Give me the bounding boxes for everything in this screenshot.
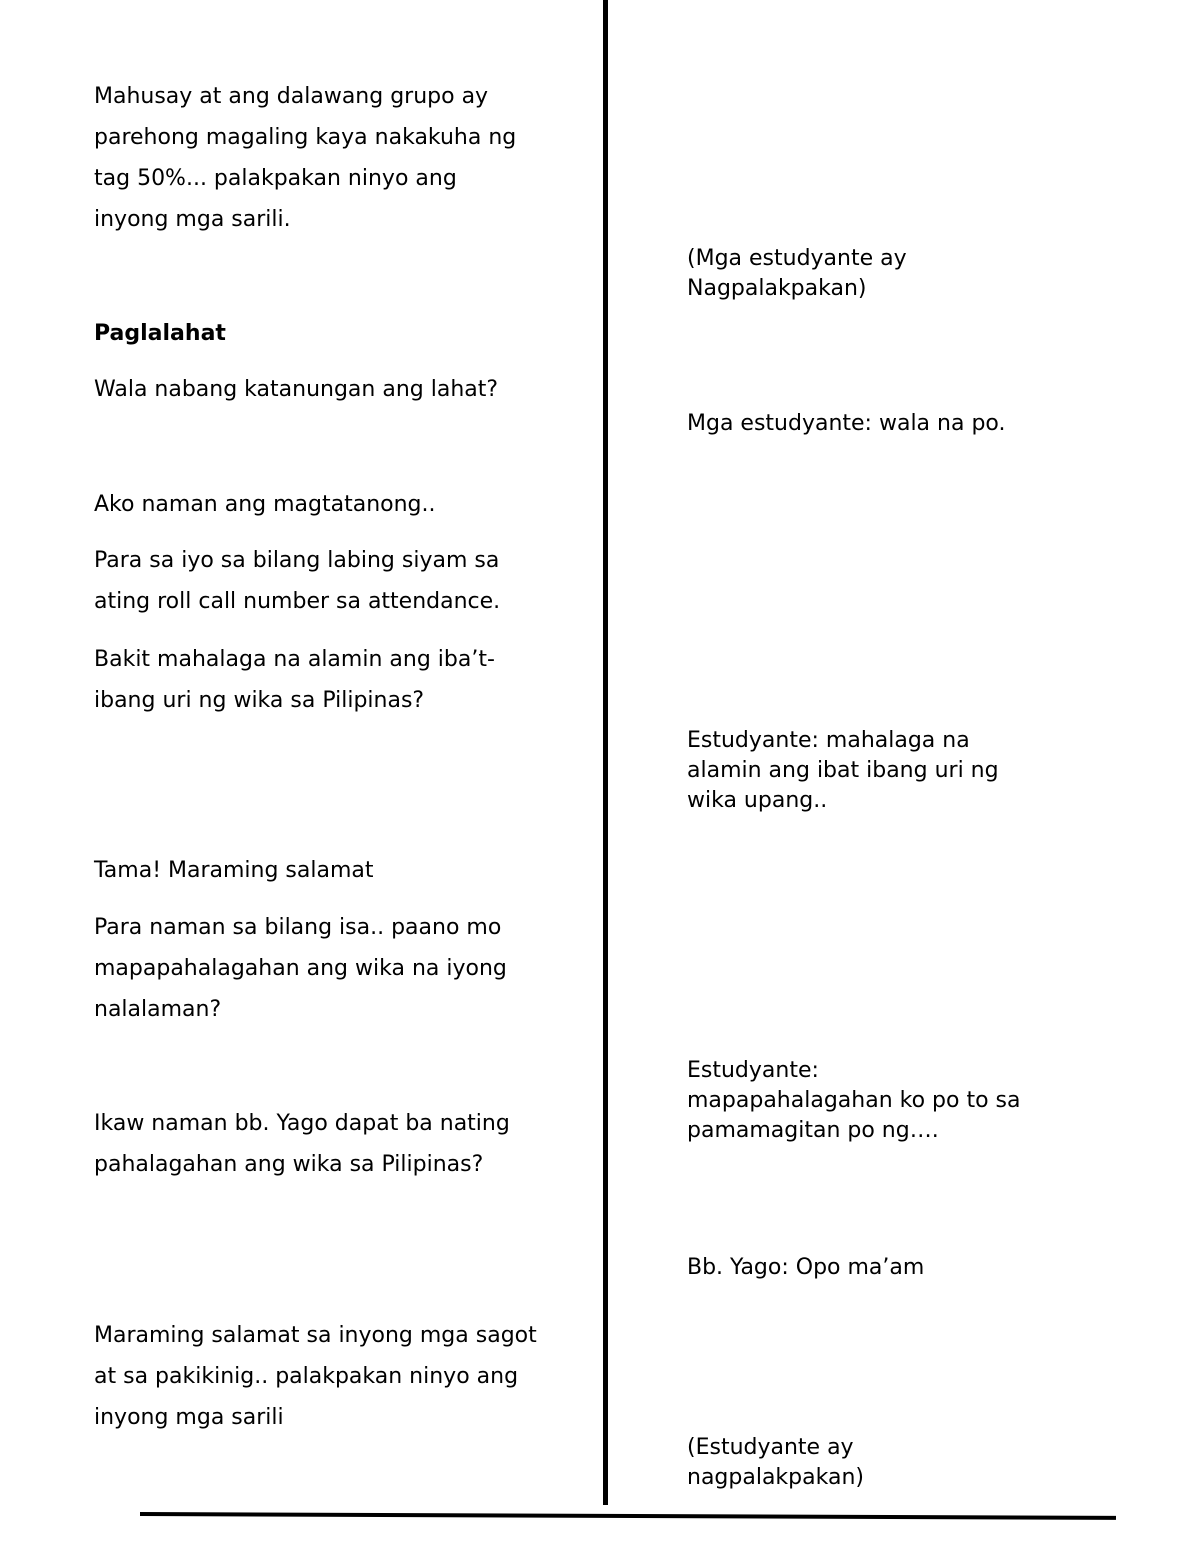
paragraph-bb-yago <box>94 1103 510 1185</box>
text-line: Estudyante: <box>687 1058 819 1083</box>
text-line: inyong mga sarili. <box>94 207 291 232</box>
text-line: pamamagitan po ng…. <box>687 1118 939 1143</box>
text-line: mapapahalagahan ko po to sa <box>687 1088 1021 1113</box>
response-clap-1 <box>687 244 907 304</box>
text-line: ating roll call number sa attendance. <box>94 589 501 614</box>
text-line: inyong mga sarili <box>94 1405 284 1430</box>
text-line: Mga estudyante: wala na po. <box>687 411 1006 436</box>
paragraph-number-one <box>94 907 507 1030</box>
text-line: (Mga estudyante ay <box>687 246 907 271</box>
text-line: Bakit mahalaga na alamin ang iba’t- <box>94 647 495 672</box>
text-line: ibang uri ng wika sa Pilipinas? <box>94 688 425 713</box>
text-line: Tama! Maraming salamat <box>94 858 374 883</box>
paragraph-thanks <box>94 850 374 891</box>
paragraph-question-all <box>94 369 498 410</box>
text-line: nalalaman? <box>94 997 222 1022</box>
paragraph-praise <box>94 76 516 240</box>
text-line: nagpalakpakan) <box>687 1465 864 1490</box>
response-value <box>687 1056 1020 1146</box>
response-importance <box>687 726 999 816</box>
text-line: pahalagahan ang wika sa Pilipinas? <box>94 1152 484 1177</box>
column-divider <box>603 0 608 1505</box>
text-line: alamin ang ibat ibang uri ng <box>687 758 999 783</box>
text-line: Nagpalakpakan) <box>687 276 867 301</box>
paragraph-roll-call <box>94 540 500 622</box>
text-line: parehong magaling kaya nakakuha ng <box>94 125 517 150</box>
response-bb-yago <box>687 1253 924 1283</box>
text-line: tag 50%... palakpakan ninyo ang <box>94 166 457 191</box>
text-line: Para naman sa bilang isa.. paano mo <box>94 915 502 940</box>
text-line: at sa pakikinig.. palakpakan ninyo ang <box>94 1364 519 1389</box>
text-line: Wala nabang katanungan ang lahat? <box>94 377 499 402</box>
response-no-more <box>687 409 1005 439</box>
text-line: Para sa iyo sa bilang labing siyam sa <box>94 548 500 573</box>
text-line: Maraming salamat sa inyong mga sagot <box>94 1323 537 1348</box>
text-line: wika upang.. <box>687 788 828 813</box>
paragraph-why-important <box>94 639 495 721</box>
response-clap-2 <box>687 1433 864 1493</box>
section-heading: Paglalahat <box>94 321 226 346</box>
paragraph-closing <box>94 1315 537 1438</box>
text-line: mapapahalagahan ang wika na iyong <box>94 956 507 981</box>
text-line: Ako naman ang magtatanong.. <box>94 492 436 517</box>
text-line: Bb. Yago: Opo ma’am <box>687 1255 925 1280</box>
bottom-rule <box>140 1512 1116 1520</box>
text-line: Ikaw naman bb. Yago dapat ba nating <box>94 1111 510 1136</box>
text-line: Mahusay at ang dalawang grupo ay <box>94 84 489 109</box>
paragraph-ask <box>94 484 436 525</box>
text-line: Estudyante: mahalaga na <box>687 728 970 753</box>
text-line: (Estudyante ay <box>687 1435 854 1460</box>
